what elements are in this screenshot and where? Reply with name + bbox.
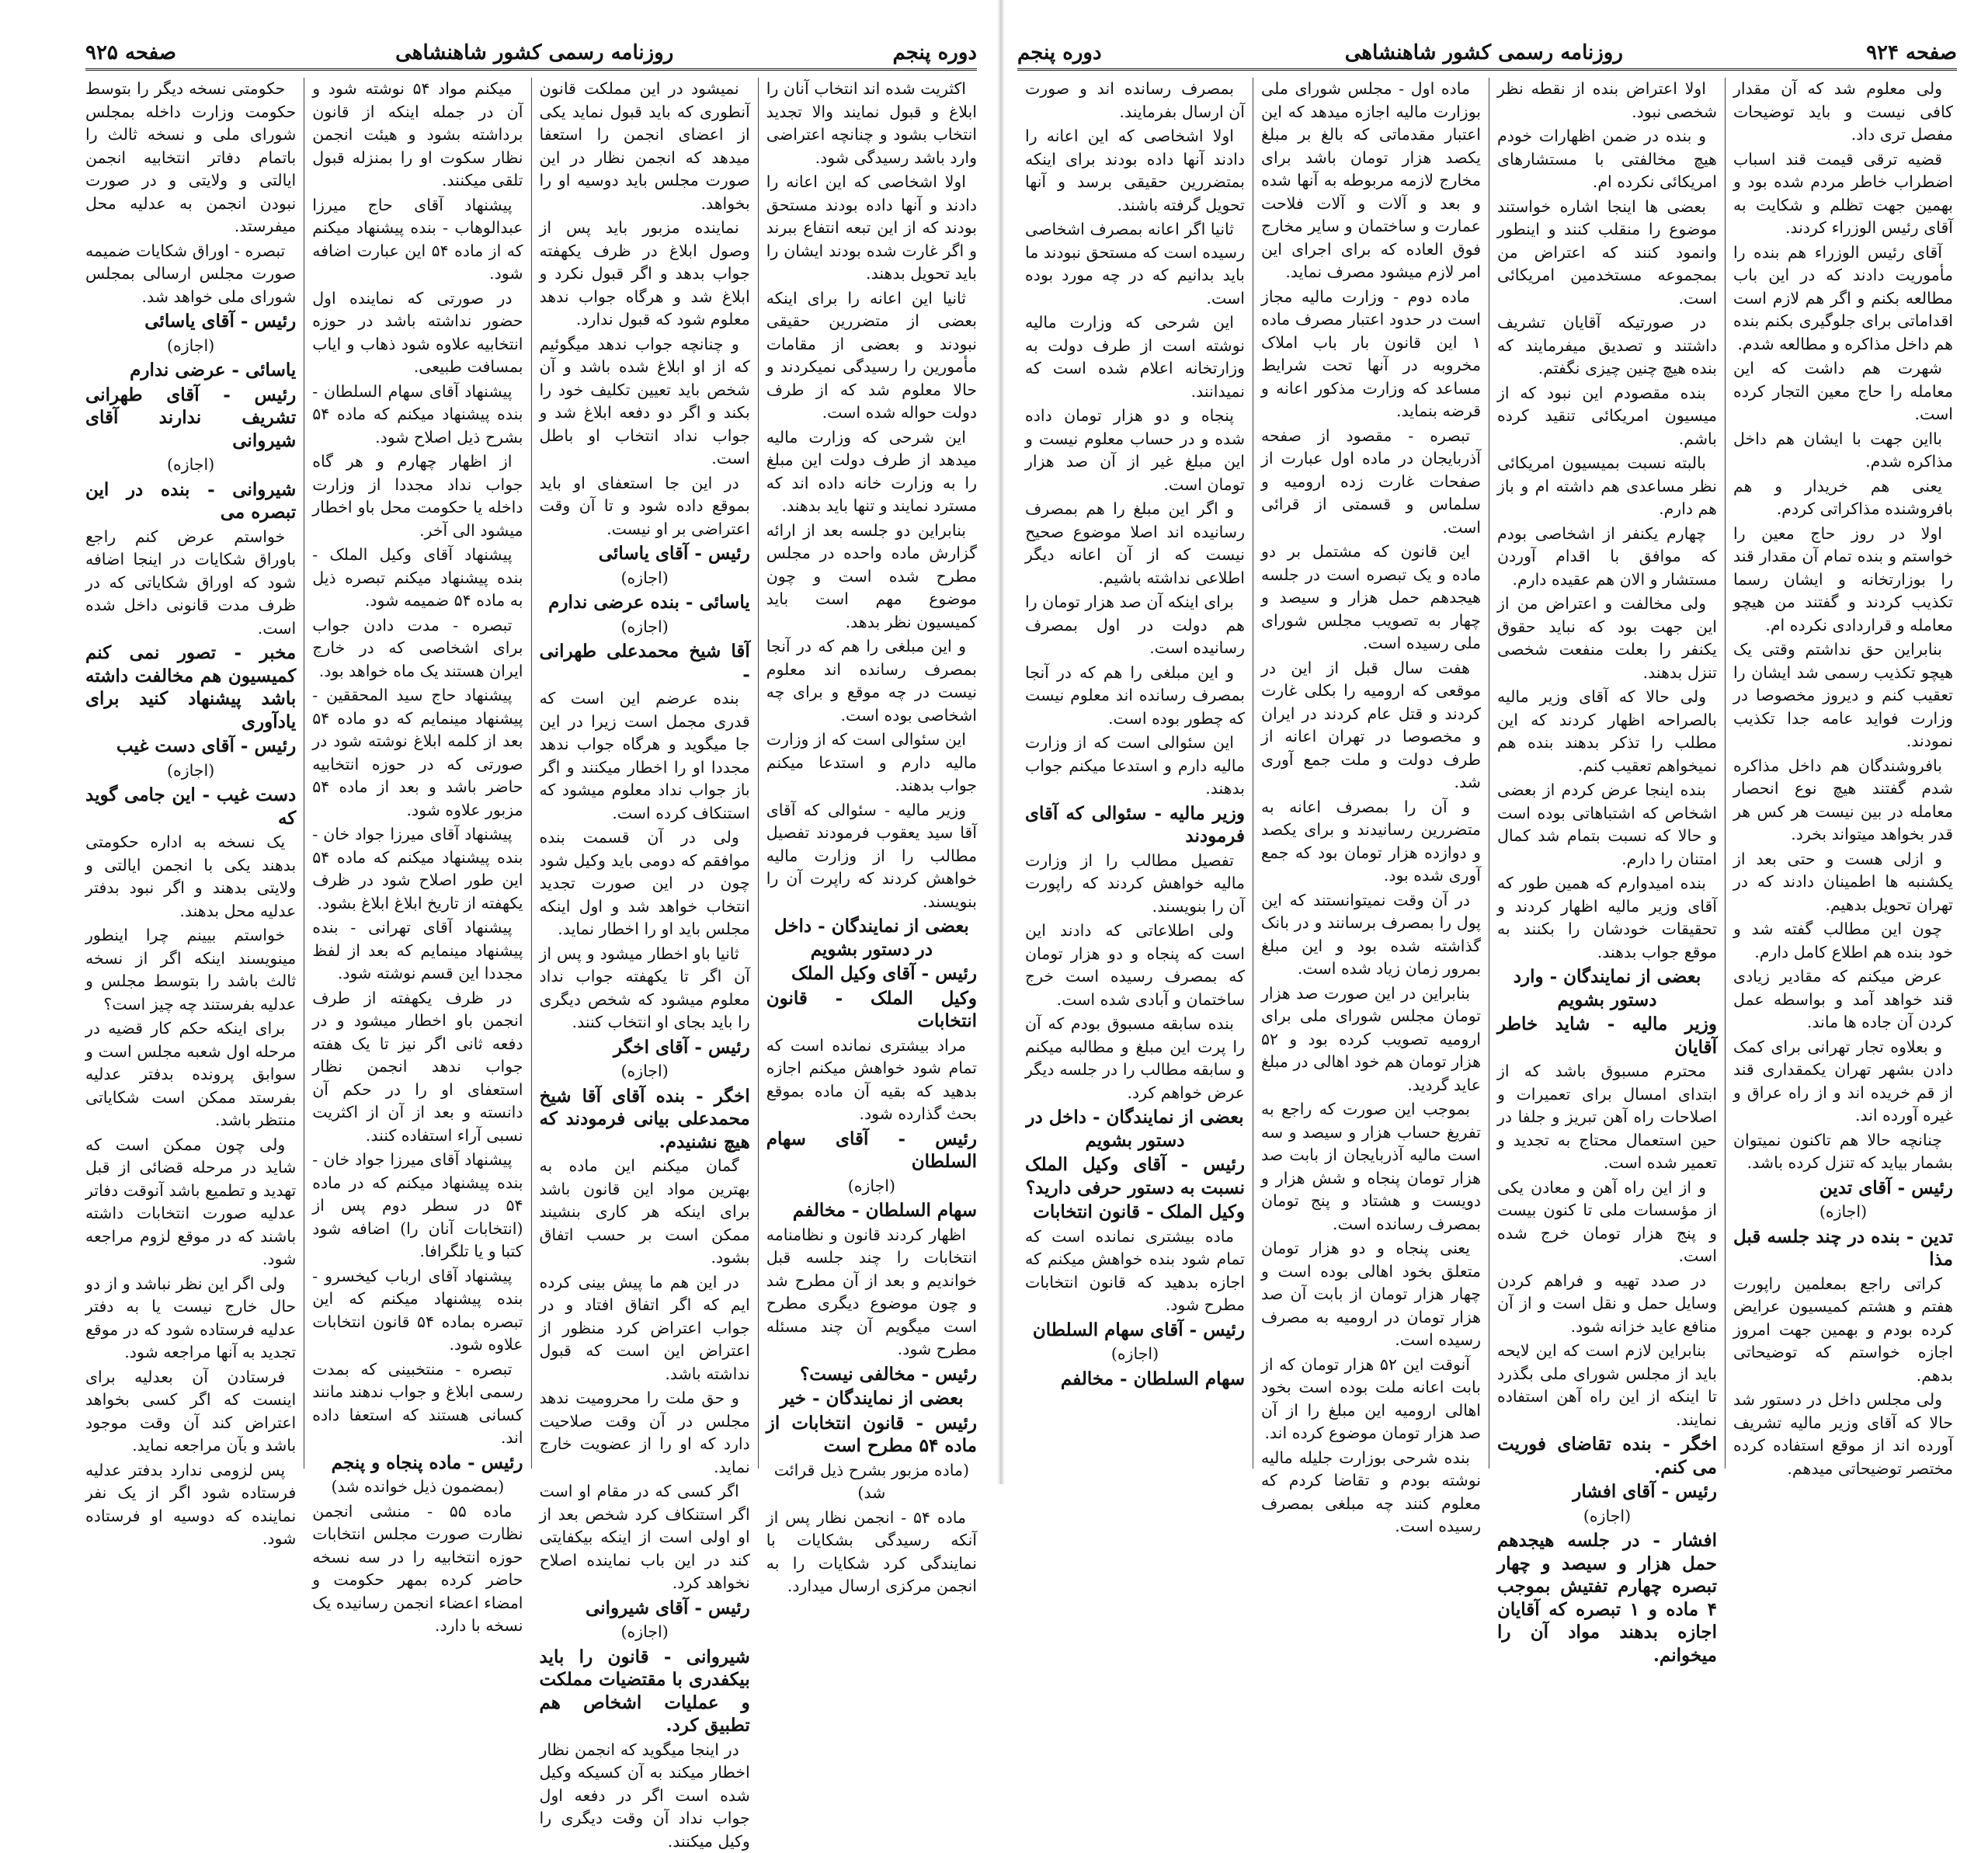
paragraph: پیشنهاد آقای حاج میرزا عبدالوهاب - بنده پیشنهاد میکنم که از ماده ۵۴ این عبارت اضافه شود. — [312, 194, 523, 286]
speaker-line: رئیس - قانون انتخابات از ماده ۵۴ مطرح است — [766, 1412, 977, 1458]
paragraph: ثانیا باو اخطار میشود و پس از آن اگر تا یکهفته جواب نداد معلوم میشود که شخص دیگری را باید بجای او انتخاب کنند. — [540, 943, 750, 1034]
note-line: (اجازه) — [540, 1060, 750, 1083]
paragraph: محترم مسبوق باشد که از ابتدای امسال برای تعمیرات و اصلاحات راه آهن تبریز و جلفا در حین استعمال محتاج به تجدید و تعمیر شده است. — [1497, 1060, 1717, 1175]
paragraph: در صورتی که نماینده اول حضور نداشته باشد در حوزه انتخابیه علاوه شود ذهاب و ایاب بمسافت طبیعی. — [312, 287, 523, 379]
paragraph: و چنانچه جواب ندهد میگوئیم که از او ابلاغ شده باشد و آن شخص باید تعیین تکلیف خود را بکند و اگر دو دفعه ابلاغ شد و جواب نداد انتخاب او باطل است. — [540, 333, 750, 471]
paragraph: تبصره - مدت دادن جواب برای اشخاصی که در خارج ایران هستند یک ماه خواهد بود. — [312, 614, 523, 683]
paragraph: بنده شرحی بوزارت جلیله مالیه نوشته بودم و تقاضا کردم که معلوم کنند چه مبلغی بمصرف رسیده است. — [1261, 1447, 1481, 1538]
paragraph: این قانون که مشتمل بر دو ماده و یک تبصره است در جلسه هیجدهم حمل هزار و سیصد و چهار به تصویب مجلس شورای ملی رسیده است. — [1261, 541, 1481, 655]
paragraph: چهارم یکنفر از اشخاصی بودم که موافق با اقدام آوردن مستشار و الان هم عقیده دارم. — [1497, 523, 1717, 592]
paragraph: ثانیا اگر اعانه بمصرف اشخاصی رسیده است که مستحق نبودند ما باید بدانیم که در چه مورد بوده است. — [1025, 218, 1245, 310]
paper-title: روزنامه رسمی کشور شاهنشاهی — [1345, 41, 1623, 64]
paragraph: این سئوالی است که از وزارت مالیه دارم و استدعا میکنم جواب بدهند. — [1025, 732, 1245, 801]
paragraph: در اینجا میگوید که انجمن نظار اخطار میکند به آن کسیکه وکیل شده است اگر در دفعه اول جواب نداد آن وقت دیگری را وکیل میکنند. — [540, 1739, 750, 1853]
text-column — [1017, 78, 1253, 1469]
speaker-line: رئیس - آقای طهرانی تشریف ندارند آقای شیروانی — [85, 384, 296, 453]
paragraph: خواستم بیینم چرا اینطور مینویسند اینکه اگر از نسخه ثالث باشد را بتوسط مجلس و عدلیه بفرستند چه چیز است؟ — [85, 924, 296, 1016]
speaker-line: رئیس - آقای وکیل الملک — [766, 962, 977, 986]
speaker-line: دست غیب - این جامی گوید که — [85, 784, 296, 829]
paper-title: روزنامه رسمی کشور شاهنشاهی — [395, 41, 673, 64]
section-heading: بعضی از نمایندگان - داخل در دستور بشویم — [766, 915, 977, 961]
note-line: (اجازه) — [1733, 1201, 1953, 1224]
note-line: (اجازه) — [540, 1621, 750, 1644]
section-heading: بعضی از نمایندگان - وارد دستور بشویم — [1497, 965, 1717, 1011]
paragraph: این شرحی که وزارت مالیه میدهد از طرف دولت این مبلغ را به وزارت خانه داده اند که مسترد نمایند و تنها باید بدهند. — [766, 426, 977, 518]
paragraph: بنده سابقه مسبوق بودم که آن را پرت این مبلغ و مطالبه میکنم و سابقه مطالب را در جلسه دیگر عرض خواهم کرد. — [1025, 1013, 1245, 1104]
paragraph: ماده ۵۴ - انجمن نظار پس از آنکه رسیدگی بشکایات با نمایندگی کرد شکایات را به انجمن مرکزی ارسال میدارد. — [766, 1507, 977, 1598]
paragraph: بمصرف رسانده اند و صورت آن ارسال بفرمایند. — [1025, 78, 1245, 123]
paragraph: کراتی راجع بمعلمین راپورت هفتم و هشتم کمیسیون عرایض کرده بودم و بهمین جهت امروز اجازه خواستم که توضیحاتی بدهم. — [1733, 1273, 1953, 1388]
paragraph: پیشنهاد آقای میرزا جواد خان - بنده پیشنهاد میکنم که ماده ۵۴ این طور اصلاح شود در ظرف یکهفته از تاریخ ابلاغ ابلاغ بشود. — [312, 823, 523, 915]
note-line: (اجازه) — [85, 454, 296, 477]
speaker-line: اخگر - بنده تقاضای فوریت می کنم. — [1497, 1433, 1717, 1479]
text-column — [758, 78, 985, 1469]
note-line: (اجازه) — [1025, 1343, 1245, 1366]
paragraph: تبصره - منتخبینی که بمدت رسمی ابلاغ و جواب ندهند مانند کسانی هستند که استعفا داده اند. — [312, 1358, 523, 1450]
paragraph: این سئوالی است که از وزارت مالیه دارم و استدعا میکنم جواب بدهند. — [766, 728, 977, 798]
paragraph: در این جا استعفای او باید بموقع داده شود و تا آن وقت اعتراضی بر او نیست. — [540, 472, 750, 541]
session-label: دوره پنجم — [1017, 41, 1102, 64]
paragraph: اولا اشخاصی که این اعانه را دادند آنها داده بودند برای اینکه بمتضررین حقیقی برسد و آنها تحویل گرفته باشند. — [1025, 125, 1245, 217]
speaker-line: شیروانی - قانون را باید بیکفدری با مقتضیات مملکت و عملیات اشخاص هم تطبیق کرد. — [540, 1646, 750, 1737]
note-line: (اجازه) — [540, 616, 750, 639]
text-column — [304, 78, 530, 1469]
paragraph: بموجب این صورت که راجع به تفریغ حساب هزار و سیصد و سه است مالیه آذربایجان از بابت صد هزار تومان پنجاه و شش هزار و دویست و هشتاد و پنج تومان بمصرف رسانده است. — [1261, 1098, 1481, 1236]
paragraph: بنده مقصودم این نبود که از میسیون امریکائی تنقید کرده باشم. — [1497, 382, 1717, 451]
paragraph: بافروشندگان هم داخل مذاکره شدم گفتند هیچ نوع انحصار معامله در بین نیست هر کس هر قدر بخواهد میتواند بخرد. — [1733, 755, 1953, 847]
paragraph: ولی چون ممکن است که شاید در مرحله قضائی از قبل تهدید و تطمیع باشد آنوقت دفاتر عدلیه صورت انتخابات داشته باشند که در موقع لزوم مراجعه شود. — [85, 1134, 296, 1271]
paragraph: شهرت هم داشت که این معامله را حاج معین التجار کرده است. — [1733, 357, 1953, 426]
paragraph: بنده عرضم این است که قدری مجمل است زیرا در این جا میگوید و هرگاه جواب ندهد مجددا او را اخطار میکنند و اگر باز جواب نداد معلوم میشود که استنکاف کرده است. — [540, 687, 750, 825]
paragraph: اولا اعتراض بنده از نقطه نظر شخصی نبود. — [1497, 78, 1717, 123]
paragraph: پیشنهاد آقای تهرانی - بنده پیشنهاد مینمایم که بعد از لفظ مجددا این قسم نوشته شود. — [312, 916, 523, 986]
paragraph: حکومتی نسخه دیگر را بتوسط حکومت وزارت داخله بمجلس شورای ملی و نسخه ثالث را باتمام دفاتر انتخابیه انجمن ایالتی و ولایتی و در صورت نبودن انجمن به عدلیه محل میفرستد. — [85, 78, 296, 238]
speaker-line: رئیس - آقای یاسائی — [85, 310, 296, 333]
note-line: (بمضمون ذیل خوانده شد) — [312, 1476, 523, 1499]
left-page — [0, 0, 1000, 1484]
paragraph: ولی در آن قسمت بنده موافقم که دومی باید وکیل شود چون در این صورت تجدید انتخاب خواهد شد و اول اینکه مجلس باید او را اخطار نماید. — [540, 826, 750, 941]
paragraph: و این مبلغی را هم که در آنجا بمصرف رسانده اند معلوم نیست در چه موقع و برای چه اشخاصی بوده است. — [766, 635, 977, 727]
paragraph: بااین جهت با ایشان هم داخل مذاکره شدم. — [1733, 428, 1953, 474]
paragraph: ولی مجلس داخل در دستور شد حالا که آقای وزیر مالیه تشریف آورده اند از موقع استفاده کرده مختصر توضیحاتی میدهم. — [1733, 1389, 1953, 1480]
speaker-line: رئیس - آقای شیروانی — [540, 1597, 750, 1620]
paragraph: و بنده در ضمن اظهارات خودم هیچ مخالفتی با مستشارهای امریکائی نکرده ام. — [1497, 125, 1717, 194]
paragraph: و اگر این مبلغ را هم بمصرف رسانیده اند اصلا موضوع صحیح نیست که از آن اعانه دیگر اطلاعی نداشته باشیم. — [1025, 498, 1245, 589]
paragraph: یعنی هم خریدار و هم بافروشنده مذاکراتی کردم. — [1733, 475, 1953, 521]
paragraph: و از این راه آهن و معادن یکی از مؤسسات ملی تا کنون بیست و پنج هزار تومان خرج شده است. — [1497, 1177, 1717, 1268]
paragraph: یعنی پنجاه و دو هزار تومان متعلق بخود اهالی بوده است و چهار هزار تومان از بابت آن صد هزار تومان در ارومیه به مصرف رسیده است. — [1261, 1237, 1481, 1352]
paragraph: میکنم مواد ۵۴ نوشته شود و آن در جمله اینکه از قانون برداشته بشود و هیئت انجمن نظار سکوت او را بمنزله قبول تلقی میکنند. — [312, 78, 523, 193]
section-heading: بعضی از نمایندگان - خیر — [766, 1387, 977, 1410]
paragraph: ثانیا این اعانه را برای اینکه بعضی از متضررین حقیقی نبودند و بعضی از مقامات مأمورین را رسیدگی نمیکردند و حالا معلوم شد که از طرف دولت حواله شده است. — [766, 287, 977, 425]
paragraph: و این مبلغی را هم که در آنجا بمصرف رسانده اند معلوم نیست که چطور بوده است. — [1025, 662, 1245, 731]
paragraph: برای اینکه آن صد هزار تومان را هم دولت در اول بمصرف رسانیده است. — [1025, 591, 1245, 660]
speaker-line: سهام السلطان - مخالفم — [766, 1199, 977, 1222]
paragraph: ولی اطلاعاتی که دادند این است که پنجاه و دو هزار تومان که بمصرف رسیده است خرج ساختمان و آبادی شده است. — [1025, 920, 1245, 1011]
speaker-line: وکیل الملک - قانون انتخابات — [766, 987, 977, 1033]
speaker-line: وزیر مالیه - شاید خاطر آقایان — [1497, 1013, 1717, 1059]
text-column — [531, 78, 758, 1469]
columns — [1017, 78, 1961, 1469]
paragraph: پس لزومی ندارد بدفتر عدلیه فرستاده شود اگر از یک نفر نماینده که دوسیه او فرستاده شود. — [85, 1459, 296, 1551]
paragraph: پیشنهاد حاج سید المحققین - پیشنهاد مینمایم که دو ماده ۵۴ بعد از کلمه ابلاغ نوشته شود در صورتی که در حوزه انتخابیه حاضر باشد و بعد از ماده ۵۴ مزبور علاوه شود. — [312, 684, 523, 822]
paragraph: وزیر مالیه - سئوالی که آقای آقا سید یعقوب فرمودند تفصیل مطالب را از وزارت مالیه خواهش کردند که راپرت آن را بنویسند. — [766, 799, 977, 914]
paragraph: اولا اشخاصی که این اعانه را دادند و آنها داده بودند مستحق بودند که از این تبعه انتفاع ببرند و اگر غارت شده بودند ایشان را باید تحویل بدهند. — [766, 171, 977, 286]
paragraph: یک نسخه به اداره حکومتی بدهند یکی با انجمن ایالتی و ولایتی بدهند و اگر نبود بدفتر عدلیه محل بدهند. — [85, 831, 296, 923]
note-line: (اجازه) — [540, 567, 750, 590]
paragraph: در این هم ما پیش بینی کرده ایم که اگر اتفاق افتاد و در جواب اعتراض کرد منظور از اعتراض این است که قبول نداشته باشد. — [540, 1271, 750, 1386]
paragraph: ماده بیشتری نمانده است که تمام شود بنده خواهش میکنم که اجازه بدهید که قانون انتخابات مطرح شود. — [1025, 1225, 1245, 1317]
text-column — [1489, 78, 1725, 1469]
speaker-line: رئیس - ماده پنجاه و پنجم — [312, 1451, 523, 1475]
paragraph: چون این مطالب گفته شد و خود بنده هم اطلاع کامل دارم. — [1733, 918, 1953, 964]
speaker-line: وزیر مالیه - سئوالی که آقای فرمودند — [1025, 802, 1245, 848]
note-line: (ماده مزبور بشرح ذیل قرائت شد) — [766, 1459, 977, 1505]
paragraph: هفت سال قبل از این در موقعی که ارومیه را بکلی غارت کردند و قتل عام کردند در ایران و مخصوصا در تهران اعانه از طرف دولت و ملت جمع آوری شد. — [1261, 657, 1481, 794]
paragraph: پنجاه و دو هزار تومان داده شده و در حساب معلوم نیست و این مبلغ غیر از آن صد هزار تومان است. — [1025, 405, 1245, 496]
paragraph: و ازلی هست و حتی بعد از یکشنبه ها اطمینان دادند که در تهران تحویل بدهیم. — [1733, 848, 1953, 917]
paragraph: تبصره - اوراق شکایات ضمیمه صورت مجلس ارسالی بمجلس شورای ملی خواهد شد. — [85, 240, 296, 309]
paragraph: اولا در روز حاج معین را خواستم و بنده تمام آن مقدار قند را بوزارتخانه و ایشان رسما تکذیب کردند و گفتند من هیچو معامله و قراردادی نکرده ام. — [1733, 523, 1953, 638]
session-label: دوره پنجم — [892, 41, 977, 64]
speaker-line: رئیس - آقای تدین — [1733, 1177, 1953, 1200]
speaker-line: مخبر - تصور نمی کنم کمیسیون هم مخالفت داشته باشد پیشنهاد کنید برای یادآوری — [85, 641, 296, 733]
paragraph: پیشنهاد آقای وکیل الملک - بنده پیشنهاد میکنم تبصره ذیل به ماده ۵۴ ضمیمه شود. — [312, 544, 523, 613]
paragraph: در آن وقت نمیتوانستند که این پول را بمصرف برسانند و در بانک گذاشته شده بود و این مبلغ بمرور زمان زیاد شده است. — [1261, 889, 1481, 981]
paragraph: عرض میکنم که مقادیر زیادی قند خواهد آمد و بواسطه عمل کردن آن جاده ها ماند. — [1733, 965, 1953, 1034]
paragraph: بنابراین دو جلسه بعد از ارائه گزارش ماده واحده در مجلس مطرح شده است و چون موضوع مهم است باید کمیسیون نظر بدهد. — [766, 520, 977, 634]
page-number: صفحه ۹۲۴ — [1866, 41, 1957, 64]
paragraph: در صورتیکه آقایان تشریف داشتند و تصدیق میفرمایند که بنده هیچ چنین چیزی نگفتم. — [1497, 311, 1717, 381]
paragraph: در صدد تهیه و فراهم کردن وسایل حمل و نقل است و از آن منافع عاید خزانه شود. — [1497, 1270, 1717, 1339]
paragraph: ولی حالا که آقای وزیر مالیه بالصراحه اظهار کردند که این مطلب را تذکر بدهند بنده هم نمیخواهم تعقیب کنم. — [1497, 686, 1717, 777]
speaker-line: یاسائی - عرضی ندارم — [85, 359, 296, 382]
paragraph: بنابراین حق نداشتم وقتی یک هیچو تکذیب رسمی شد ایشان را تعقیب کنم و دیروز مخصوصا در وزارت فواید عامه جدا تکذیب نمودند. — [1733, 638, 1953, 753]
paragraph: اگر کسی که در مقام او است اگر استنکاف کرد شخص بعد از او اولی است از اینکه بیکفایتی کند در این باب نماینده اصلاح نخواهد کرد. — [540, 1480, 750, 1595]
paragraph: پیشنهاد آقای سهام السلطان - بنده پیشنهاد میکنم که ماده ۵۴ بشرح ذیل اصلاح شود. — [312, 381, 523, 450]
speaker-line: افشار - در جلسه هیجدهم حمل هزار و سیصد و چهار تبصره چهارم تفتیش بموجب ۴ ماده و ۱ تبصره که آقایان اجازه بدهند مواد آن را میخوانم. — [1497, 1529, 1717, 1667]
columns — [78, 78, 985, 1469]
right-page — [1002, 0, 1988, 1484]
paragraph: بعضی ها اینجا اشاره خواستند موضوع را منقلب کنند و اینطور وانمود کنند که اعتراض من بمجموعه مستخدمین امریکائی است. — [1497, 196, 1717, 311]
paragraph: ماده ۵۵ - منشی انجمن نظارت صورت مجلس انتخابات حوزه انتخابیه را در سه نسخه حاضر کرده بمهر حکومت و امضاء اعضاء انجمن رسانیده یک نسخه با دارد. — [312, 1500, 523, 1638]
paragraph: تفصیل مطالب را از وزارت مالیه خواهش کردند که راپورت آن را بنویسند. — [1025, 850, 1245, 919]
paragraph: از اظهار چهارم و هر گاه جواب نداد مجددا از وزارت داخله یا حکومت محل باو اخطار میشود الی آخر. — [312, 450, 523, 542]
text-column — [1253, 78, 1489, 1469]
paragraph: اظهار کردند قانون و نظامنامه انتخابات را چند جلسه قبل خواندیم و بعد از آن مطرح شد و چون موضوع دیگری مطرح است میگویم آن چند مسئله مطرح شود. — [766, 1224, 977, 1361]
paragraph: و بعلاوه تجار تهرانی برای کمک دادن بشهر تهران یکمقداری قند از قم خریده اند و از راه عراق و غیره آورده اند. — [1733, 1036, 1953, 1128]
note-line: (اجازه) — [85, 760, 296, 783]
paragraph: ولی مخالفت و اعتراض من از این جهت بود که نباید حقوق یکنفر را بعلت منفعت شخصی تنزل بدهند. — [1497, 593, 1717, 684]
speaker-line: رئیس - آقای افشار — [1497, 1480, 1717, 1504]
paragraph: آنوقت این ۵۲ هزار تومان که از بابت اعانه ملت بوده است بخود اهالی ارومیه این مبلغ را از آن صد هزار تومان موضوع کرده اند. — [1261, 1354, 1481, 1445]
page-header — [1017, 37, 1957, 71]
paragraph: این شرحی که وزارت مالیه نوشته است از طرف دولت به وزارتخانه اعلام شده است که نمیدانند. — [1025, 311, 1245, 403]
paragraph: فرستادن آن بعدلیه برای اینست که اگر کسی بخواهد اعتراض کند آن وقت موجود باشد و بآن مراجعه نماید. — [85, 1366, 296, 1458]
note-line: (اجازه) — [85, 335, 296, 358]
speaker-line: رئیس - آقای دست غیب — [85, 735, 296, 758]
paragraph: نماینده مزبور باید پس از وصول ابلاغ در ظرف یکهفته جواب بدهد و اگر قبول نکرد و ابلاغ شد و هرگاه جواب ندهد معلوم شود که قبول ندارد. — [540, 217, 750, 332]
paragraph: گمان میکنم این ماده به بهترین مواد این قانون باشد برای اینکه هر کاری بنشیند ممکن است بر حسب اتفاق بشود. — [540, 1155, 750, 1270]
paragraph: و حق ملت را محرومیت ندهد مجلس در آن وقت صلاحیت دارد که او را از عضویت خارج نماید. — [540, 1387, 750, 1479]
paragraph: در ظرف یکهفته از طرف انجمن باو اخطار میشود و در دفعه ثانی اگر نیز تا یک هفته جواب ندهد انجمن نظار استعفای او را در حکم آن دانسته و بعد از آن از اکثریت نسبی آراء استفاده کنند. — [312, 987, 523, 1148]
speaker-line: تدین - بنده در چند جلسه قبل مذا — [1733, 1225, 1953, 1271]
speaker-line: آقا شیخ محمدعلی طهرانی - — [540, 640, 750, 686]
speaker-line: رئیس - آقای یاسائی — [540, 542, 750, 565]
paragraph: برای اینکه حکم کار قضیه در مرحله اول شعبه مجلس است و سوابق پرونده بدفتر عدلیه بفرستد ممکن است شکایاتی منتظر باشد. — [85, 1017, 296, 1132]
paragraph: نمیشود در این مملکت قانون آنطوری که باید قبول نماید یکی از اعضای انجمن را استعفا میدهد که انجمن نظار در این صورت مجلس باید دوسیه او را بخواهد. — [540, 78, 750, 215]
paragraph: مراد بیشتری نمانده است که تمام شود خواهش میکنم اجازه بدهید که بقیه آن ماده بموقع بحث گذارده شود. — [766, 1034, 977, 1126]
speaker-line: وکیل الملک - قانون انتخابات — [1025, 1201, 1245, 1224]
paragraph: چنانچه حالا هم تاکنون نمیتوان بشمار بیاید که تنزل کرده باشد. — [1733, 1129, 1953, 1175]
paragraph: پیشنهاد آقای ارباب کیخسرو - بنده پیشنهاد میکنم که این تبصره بماده ۵۴ قانون انتخابات علاوه شود. — [312, 1265, 523, 1357]
note-line: (اجازه) — [1497, 1505, 1717, 1528]
speaker-line: یاسائی - بنده عرضی ندارم — [540, 591, 750, 614]
speaker-line: رئیس - آقای سهام السلطان — [1025, 1319, 1245, 1342]
speaker-line: رئیس - آقای اخگر — [540, 1036, 750, 1059]
paragraph: اکثریت شده اند انتخاب آنان را ابلاغ و قبول نمایند والا تجدید انتخاب بشود و چنانچه اعتراضی وارد باشد رسیدگی شود. — [766, 78, 977, 169]
paragraph: بالبته نسبت بمیسیون امریکائی نظر مساعدی هم داشته ام و باز هم دارم. — [1497, 452, 1717, 521]
section-heading: بعضی از نمایندگان - داخل در دستور بشویم — [1025, 1106, 1245, 1152]
paragraph: قضیه ترقی قیمت قند اسباب اضطراب خاطر مردم شده بود و بهمین جهت تظلم و شکایت به آقای رئیس الوزراء کردند. — [1733, 148, 1953, 240]
text-column — [78, 78, 304, 1469]
paragraph: ولی اگر این نظر نباشد و از دو حال خارج نیست یا به دفتر عدلیه فرستاده شود که در موقع تجدید به آنها مراجعه شود. — [85, 1273, 296, 1365]
speaker-line: سهام السلطان - مخالفم — [1025, 1368, 1245, 1391]
paragraph: و آن را بمصرف اعانه به متضررین رسانیدند و برای یکصد و دوازده هزار تومان بود که جمع آوری شده بود. — [1261, 796, 1481, 888]
speaker-line: رئیس - آقای سهام السلطان — [766, 1128, 977, 1173]
speaker-line: رئیس - آقای وکیل الملک نسبت به دستور حرفی دارید؟ — [1025, 1153, 1245, 1199]
text-column — [1725, 78, 1961, 1469]
paragraph: ولی معلوم شد که آن مقدار کافی نیست و باید توضیحات مفصل تری داد. — [1733, 78, 1953, 147]
paragraph: ماده اول - مجلس شورای ملی بوزارت مالیه اجازه میدهد که این اعتبار مقدماتی که بالغ بر مبلغ یکصد هزار تومان باشد برای مخارج لازمه مربوطه به آنها شده و بعد و آلات و آلات فلاحت عمارت و ساختمان و سایر مخارج فوق العاده که برای اجرای این امر لازم میشود مصرف نماید. — [1261, 78, 1481, 284]
speaker-line: رئیس - مخالفی نیست؟ — [766, 1363, 977, 1386]
speaker-line: اخگر - بنده آقای آقا شیخ محمدعلی بیانی فرمودند که هیچ نشنیدم. — [540, 1085, 750, 1154]
paragraph: ماده دوم - وزارت مالیه مجاز است در حدود اعتبار مصرف ماده ۱ این قانون بار باب املاک مخروبه در آنها تحت شرایط مساعد که وزارت مذکور اعانه و قرضه بنماید. — [1261, 286, 1481, 423]
paragraph: پیشنهاد آقای میرزا جواد خان - بنده پیشنهاد میکنم که در ماده ۵۴ در سطر دوم پس از (انتخابات آنان را) اضافه شود کتبا و یا تلگرافا. — [312, 1149, 523, 1264]
paragraph: بنابراین لازم است که این لایحه باید از مجلس شورای ملی بگذرد تا اینکه از این راه آهن استفاده نمایند. — [1497, 1340, 1717, 1431]
page-header — [85, 37, 977, 71]
note-line: (اجازه) — [766, 1175, 977, 1198]
paragraph: خواستم عرض کنم راجع باوراق شکایات در اینجا اضافه شود که اوراق شکایاتی که در ظرف مدت قانونی داخل شده است. — [85, 526, 296, 641]
paragraph: آقای رئیس الوزراء هم بنده را مأموریت دادند که در این باب مطالعه بکنم و اگر هم لازم است اقداماتی برای جلوگیری بکنم بنده هم داخل مذاکره و مطالعه شدم. — [1733, 242, 1953, 356]
speaker-line: شیروانی - بنده در این تبصره می — [85, 478, 296, 524]
paragraph: بنابراین در این صورت صد هزار تومان مجلس شورای ملی برای ارومیه تصویب کرده بود و ۵۲ هزار تومان هم خود اهالی در مبلغ عاید گردید. — [1261, 982, 1481, 1097]
paragraph: بنده اینجا عرض کردم از بعضی اشخاص که اشتباهاتی بوده است و حالا که نسبت بتمام شد کمال امتنان را دارم. — [1497, 779, 1717, 871]
paragraph: بنده امیدوارم که همین طور که آقای وزیر مالیه اظهار کردند و تحقیقات خودشان را بکنند به موقع جواب بدهند. — [1497, 872, 1717, 964]
page-number: صفحه ۹۲۵ — [85, 41, 176, 64]
paragraph: تبصره - مقصود از صفحه آذربایجان در ماده اول عبارت از صفحات غارت زده ارومیه و سلماس و قسمتی از قرائی است. — [1261, 425, 1481, 540]
